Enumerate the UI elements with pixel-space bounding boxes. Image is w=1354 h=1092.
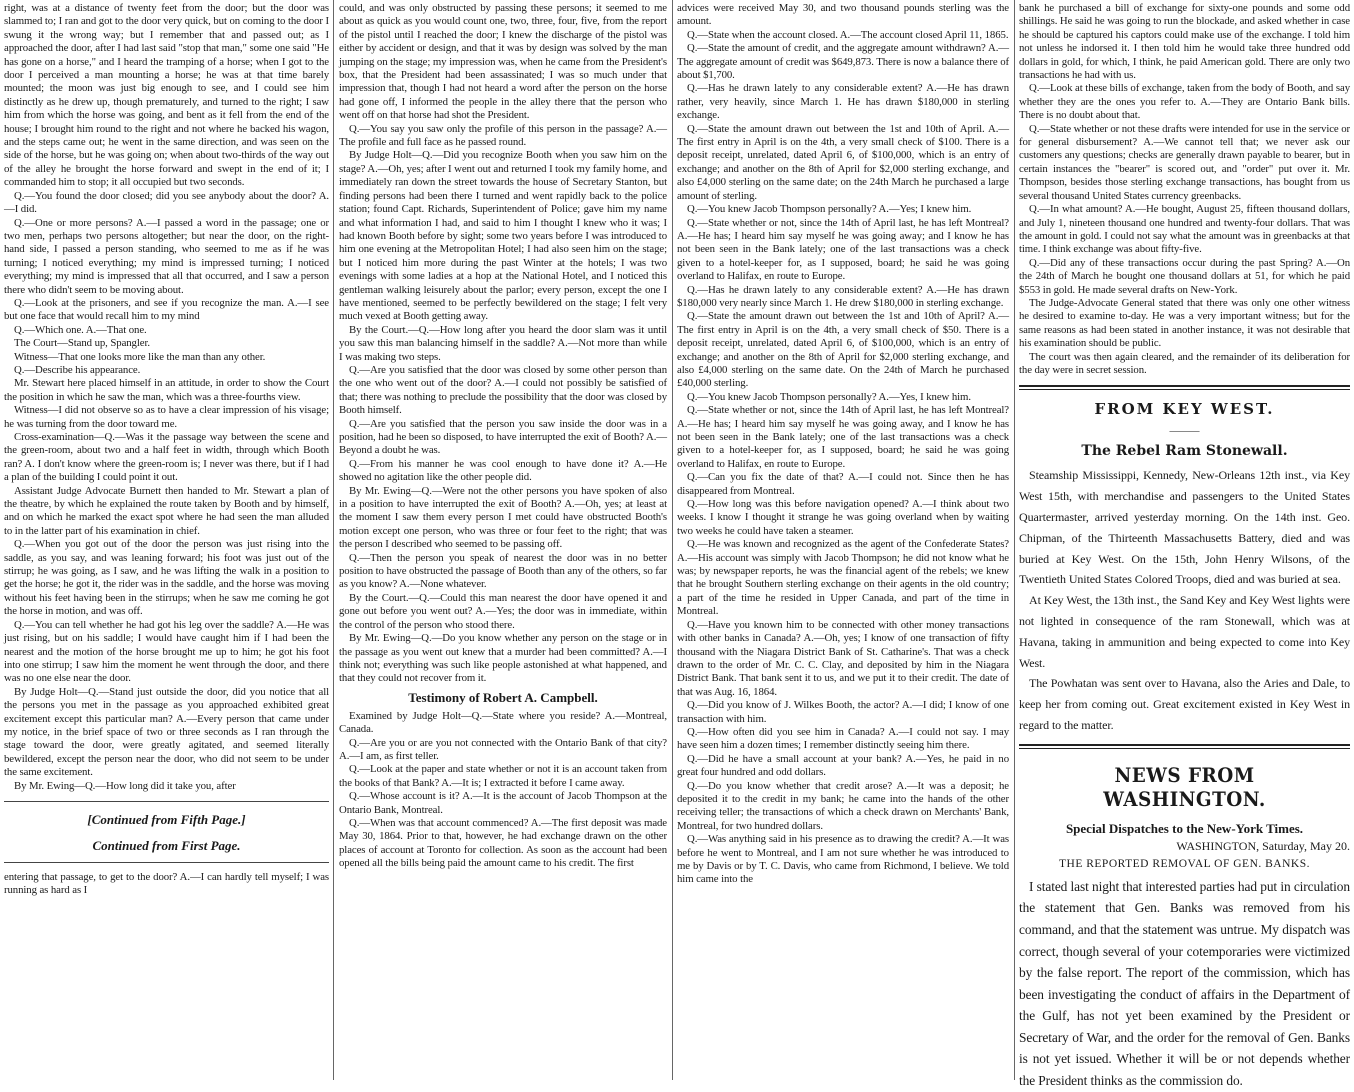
paragraph: Mr. Stewart here placed himself in an attitude, in order to show the Court the position in which he saw the man, which was a three-fourths view.: [4, 377, 329, 403]
paragraph: The court was then again cleared, and the remainder of its deliberation for the day were in secret session.: [1019, 350, 1350, 376]
column-4: [1015, 0, 1354, 1089]
paragraph: Q.—State whether or not, since the 14th of April last, he has left Montreal? A.—He has; I heard him say myself he was going away, and I know he has not been seen in the Bank lately; one of the last transactions was a check given to a hotel-keeper for, as I supposed, board; he said he was going overland to Halifax, en route to Europe.: [677, 404, 1009, 470]
paragraph: Q.—State the amount of credit, and the aggregate amount withdrawn? A.—The aggregate amount of credit was $649,873. There is now a balance there of about $1,700.: [677, 42, 1009, 82]
paragraph: Q.—Describe his appearance.: [14, 363, 141, 376]
column-3: [673, 0, 1013, 1080]
paragraph: Q.—From his manner he was cool enough to have done it? A.—He showed no agitation like the other people did.: [339, 457, 667, 484]
paragraph: Q.—Was anything said in his presence as to drawing the credit? A.—It was before he went to Montreal, and I am not sure whether he was introduced to me by Davis or by T. C. Davis, who came from Richmond, I believe. We told him came into the: [677, 833, 1009, 886]
paragraph: Witness—That one looks more like the man than any other.: [14, 350, 266, 363]
paragraph: Q.—Can you fix the date of that? A.—I could not. Since then he has disappeared from Montreal.: [677, 471, 1009, 497]
paragraph: entering that passage, to get to the door? A.—I can hardly tell myself; I was running as hard as I: [4, 870, 329, 897]
paragraph: Q.—Did any of these transactions occur during the past Spring? A.—On the 24th of March he bought one thousand dollars at 51, for which he paid $553 in gold. He made several drafts on New-York.: [1019, 256, 1350, 296]
paragraph: By Judge Holt—Q.—Stand just outside the door, did you notice that all the persons you met in the passage as you approached exhibited great excitement except this particular man? A.—Every person that came under my notice, in the brief space of two or three seconds as I ran through the stage toward the door, were greatly agitated, and seemed literally bewildered, except the person near the door, who did not seem to be under the same excitement.: [4, 685, 329, 779]
paragraph: Q.—When you got out of the door the person was just rising into the saddle, as you say, and was leaning forward; his foot was just out of the stirrup; he was going, as I saw, and he was lifting the walk in a position to get the horse; he got it, the rider was in the saddle, and the horse was moving without his feet having been in the stirrups; when he saw me coming he got the horse in motion, and was off.: [4, 538, 329, 618]
paragraph: Q.—How often did you see him in Canada? A.—I could not say. I may have seen him a dozen times; I remember distinctly seeing him there.: [677, 725, 1009, 752]
paragraph: Q.—How long was this before navigation opened? A.—I think about two weeks. I know I thought it strange he was going overland when by waiting two weeks he could have taken a steamer.: [677, 498, 1009, 537]
paragraph: Q.—When was that account commenced? A.—The first deposit was made May 30, 1864. Prior to that, however, he had exchange drawn on the other places of account at Toronto for collection. As soon as the account had been opened all the bills being paid the amount came to his credit. The first: [339, 816, 667, 870]
column-rule: [333, 0, 334, 1080]
key-west-headline: FROM KEY WEST.: [1094, 400, 1275, 419]
paragraph: Q.—You found the door closed; did you see anybody about the door? A.—I did.: [4, 189, 329, 216]
paragraph: Q.—State whether or not these drafts were intended for use in the service or for general disbursement? A.—We cannot tell that; we never ask our customers any questions; checks are generally drawn payable to bearer, but in certain instances the "bearer" is scored out, and "order" put over it. Mr. Thompson, besides those sterling exchange transactions, has bought from us several thousand United States currency greenbacks.: [1019, 122, 1350, 202]
paragraph: Q.—Has he drawn lately to any considerable extent? A.—He has drawn $180,000 very nearly since March 1. He drew $180,000 in sterling exchange.: [677, 283, 1009, 309]
paragraph: The Court—Stand up, Spangler.: [14, 337, 150, 350]
paragraph: bank he purchased a bill of exchange for sixty-one pounds and some odd shillings. He said he was going to run the blockade, and asked whether in case he should be captured his captors could make use of the exchange. I told him not unless he indorsed it. I then told him he would take three hundred odd dollars in gold, for which, I think, he paid American gold. There are only two transactions he had with us.: [1019, 2, 1350, 82]
paragraph: Q.—Do you know whether that credit arose? A.—It was a deposit; he deposited it to the credit in my bank; he came into the hands of the other receiving teller; the transactions of which a check drawn on Merchants' Bank, Montreal, for two hundred dollars.: [677, 779, 1009, 832]
paragraph: Q.—Then the person you speak of nearest the door was in no better position to have obstructed the passage of Booth than any of the others, so far as you know? A.—None whatever.: [339, 551, 667, 591]
paragraph: By Mr. Ewing—Q.—Do you know whether any person on the stage or in the passage as you went out knew that a murder had been committed? A.—I think not; everything was such like people astonished at what happened, and that they could not recover from it.: [339, 632, 667, 685]
headline-separator: ———: [1169, 426, 1200, 438]
paragraph: Examined by Judge Holt—Q.—State where you reside? A.—Montreal, Canada.: [339, 709, 667, 736]
paragraph: Q.—Look at these bills of exchange, taken from the body of Booth, and say whether they are the ones you refer to. A.—They are Ontario Bank bills. There is no doubt about that.: [1019, 82, 1350, 122]
paragraph: I stated last night that interested parties had put in circulation the statement that Gen. Banks was removed from his command, and that the statement was untrue. My dispatch was correct, though several of your cotemporaries were victimized by the false report. The report of the commission, which has been investigating the conduct of affairs in the Department of the Gulf, has not yet been examined by the President or Secretary of War, and the order for the removal of Gen. Banks is not yet issued. Whether it will be or not depends whether the President thinks as the commission do.: [1019, 878, 1350, 1089]
paragraph: Q.—In what amount? A.—He bought, August 25, fifteen thousand dollars, and July 1, nineteen thousand one hundred and twenty-four dollars. That was the amount in gold. I could not say what the amount was in greenbacks at that time. I think exchange was about fifty-five.: [1019, 203, 1350, 256]
paragraph: advices were received May 30, and two thousand pounds sterling was the amount.: [677, 2, 1009, 28]
column-2: [335, 0, 671, 1080]
paragraph: By the Court.—Q.—How long after you heard the door slam was it until you saw this man balancing himself in the saddle? A.—Not more than while I was making two steps.: [339, 323, 667, 363]
paragraph: Q.—You say you saw only the profile of this person in the passage? A.—The profile and full face as he passed round.: [339, 122, 667, 149]
paragraph: At Key West, the 13th inst., the Sand Key and Key West lights were not lighted in consequence of the ram Stonewall, which was at Havana, taking in ammunition and being expected to come into Key West.: [1019, 593, 1350, 670]
paragraph: By the Court.—Q.—Could this man nearest the door have opened it and gone out before you went out? A.—Yes; the door was in immediate, within the control of the person who stood there.: [339, 591, 667, 631]
paragraph: By Judge Holt—Q.—Did you recognize Booth when you saw him on the stage? A.—Oh, yes; after I went out and returned I took my family home, and immediately ran down the street towards the house of Secretary Stanton, but finding persons had been there I turned and went rapidly back to the police station; found Capt. Richards, Superintendent of Police; gave him my name and what information I had, and said to him I thought I knew who it was; I had known Booth before by sight; some two years before I was introduced to him one evening at the Metropolitan Hotel; I had also seen him on the stage; but I noticed him more during the past Winter at the hotels; I was two evenings with some ladies at a hop at the National Hotel, and I noticed this gentleman walking leisurely about the parlor; every person, except the one I have mentioned, seemed to be perfectly bewildered on the stage; I felt very much vexed at Booth getting away.: [339, 149, 668, 323]
paragraph: By Mr. Ewing—Q.—Were not the other persons you have spoken of also in a position to have interrupted the exit of Booth? A.—Oh, yes; at least at the moment I saw them every person I met could have obstructed Booth's motion except one person, who was three or four feet to the right; that was the person I described who seemed to be passing off.: [339, 484, 667, 551]
paragraph: The Judge-Advocate General stated that there was only one other witness he desired to examine to-day. He was a very important witness; but for the same reasons as had been stated in another instance, it was not desirable that his examination should be public.: [1019, 296, 1350, 350]
paragraph: Q.—State the amount drawn out between the 1st and 10th of April? A.—The first entry in April is on the 4th, a very small check of $50. There is a deposit receipt, unrelated, dated April 6, of $100,000, which is an entry of exchange; and another on the 8th of April for $2,000 sterling exchange, and also £4,000 sterling on the same date. On the 24th of March he purchased £40,000 sterling.: [677, 310, 1009, 390]
divider: [4, 801, 329, 802]
paragraph: Q.—Did you know of J. Wilkes Booth, the actor? A.—I did; I know of one transaction with him.: [677, 699, 1009, 725]
washington-headline: NEWS FROM WASHINGTON.: [1103, 762, 1266, 811]
story-subheading: THE REPORTED REMOVAL OF GEN. BANKS.: [1059, 857, 1310, 870]
paragraph: Q.—Are you or are you not connected with the Ontario Bank of that city? A.—I am, as first teller.: [339, 736, 667, 762]
continued-from-fifth-page: [Continued from Fifth Page.]: [87, 811, 246, 827]
special-dispatches-line: Special Dispatches to the New-York Times.: [1065, 820, 1304, 836]
divider: [4, 862, 329, 863]
paragraph: Steamship Mississippi, Kennedy, New-Orleans 12th inst., via Key West 15th, with merchandise and passengers to the United States Quartermaster, arrived yesterday morning. On the 14th inst. Geo. Chipman, of the Thirteenth Massachusetts Battery, died and was buried at Key West. On the 15th, John Henry Wilsons, of the Twentieth United States Colored Troops, died and was buried at sea.: [1019, 468, 1350, 587]
continued-from-first-page: Continued from First Page.: [92, 837, 241, 853]
paragraph: Q.—You knew Jacob Thompson personally? A.—Yes; I knew him.: [687, 203, 972, 216]
paragraph: right, was at a distance of twenty feet from the door; but the door was slammed to; I ran and got to the door very quick, but on coming to the door I swung it the wrong way; but I remember that and passed out; as I approached the door, after I had last said "stop that man," some one said "He has gone on a horse," and I heard the tramping of a horse; when I got to the door I perceived a man mounting a horse; he was at that time barely mounted; the moon was just big enough to see, and I could see him distinctly as he drew up, though prematurely, and turned to the right; I saw him from which the horse was going, and bent as it fell from the end of the house; I brought him round to the right and not where he backed his wagon, and the steps came out; he went in the same direction, and was seen on the side of the horse, but he was going on; when about two-thirds of the way out of the alley he brought the horse forward and swept in the end of it; I commanded him to stop; it all occupied but two seconds.: [4, 2, 329, 189]
paragraph: Q.—Whose account is it? A.—It is the account of Jacob Thompson at the Ontario Bank, Montreal.: [339, 790, 667, 816]
paragraph: Q.—State the amount drawn out between the 1st and 10th of April. A.—The first entry in April is on the 4th, a very small check of $100. There is a deposit receipt, unrelated, dated April 6, of $100,000, which is an entry of exchange; and another on the 8th of April for $2,000 sterling exchange, and also £4,000 sterling on the same date; on the 24th March he purchased a large amount of sterling.: [677, 122, 1009, 202]
paragraph: Q.—State when the account closed. A.—The account closed April 11, 1865.: [687, 28, 1009, 41]
testimony-heading: Testimony of Robert A. Campbell.: [408, 689, 598, 705]
paragraph: Q.—Look at the prisoners, and see if you recognize the man. A.—I see but one face that would recall him to my mind: [4, 296, 329, 323]
paragraph: Cross-examination—Q.—Was it the passage way between the scene and the green-room, about two and a half feet in width, through which Booth ran? A. I don't know where the green-room is; I never was there, but if I had a plan of the building I could point it out.: [4, 431, 329, 484]
paragraph: Q.—State whether or not, since the 14th of April last, he has left Montreal? A.—He has; I heard him say myself he was going away; and I know he has not been seen in the Bank lately; one of the last transactions was a check given to a hotel-keeper for, as I supposed, board; he said he was going overland to Halifax, en route to Europe.: [677, 216, 1009, 283]
paragraph: Q.—You can tell whether he had got his leg over the saddle? A.—He was just rising, but on his saddle; I would have caught him if I had been the nearest and the motion of the horse brought me up to him; he got his foot into one stirrup; I saw him the moment he went through the door, and there was no one else near the door.: [4, 618, 329, 685]
paragraph: Q.—He was known and recognized as the agent of the Confederate States? A.—His account was simply with Jacob Thompson; he did not know what he was; by newspaper reports, he was the financial agent of the rebels; we knew that he brought Southern sterling exchange on their agents in the old country; a part of the time he resided in Upper Canada, and part of the time in Montreal.: [677, 538, 1009, 618]
paragraph: Q.—Did he have a small account at your bank? A.—Yes, he paid in no great four hundred and odd dollars.: [677, 752, 1009, 779]
section-divider: [1019, 744, 1350, 749]
paragraph: By Mr. Ewing—Q.—How long did it take you, after: [14, 779, 236, 792]
paragraph: Q.—Are you satisfied that the person you saw inside the door was in a position, had he been so disposed, to have interrupted the exit of Booth? A.—Beyond a doubt he was.: [339, 417, 667, 457]
paragraph: Assistant Judge Advocate Burnett then handed to Mr. Stewart a plan of the theatre, by which he explained the route taken by Booth and by himself, and on which he marked the exact spot where he had seen the man alluded to in the latter part of his examination in chief.: [4, 484, 329, 537]
paragraph: Q.—Have you known him to be connected with other money transactions with other banks in Canada? A.—Oh, yes; I know of one transaction of fifty thousand with the Niagara District Bank of St. Catharine's. That was a check drawn to the order of Mr. C. C. Clay, and deposited by him in the Niagara District Bank. That bank sent it to us, and we put it to their credit. The date of that was Aug. 16, 1864.: [677, 618, 1009, 698]
paragraph: Q.—Which one. A.—That one.: [14, 323, 147, 336]
paragraph: Q.—Are you satisfied that the door was closed by some other person than the one who went out of the door? A.—I could not possibly be satisfied of that; there was nothing to preclude the possibility that the door was closed by Booth himself.: [339, 363, 667, 417]
section-divider: [1019, 385, 1350, 390]
column-1: [0, 0, 333, 1080]
paragraph: Q.—Has he drawn lately to any considerable extent? A.—He has drawn rather, very heavily, since March 1. He has drawn $180,000 in sterling exchange.: [677, 82, 1009, 122]
paragraph: Witness—I did not observe so as to have a clear impression of his visage; he was turning from the door toward me.: [4, 404, 329, 430]
dateline: WASHINGTON, Saturday, May 20.: [1176, 838, 1350, 853]
paragraph: could, and was only obstructed by passing these persons; it seemed to me about as quick as you would count one, two, three, four, five, from the report of the pistol until I reached the door; I knew the discharge of the pistol was either by accident or design, and that it was by design was solved by the man jumping on the stage; my impression was, when he came from the President's box, that the President had been assassinated; I was so much under that impression that, though I had not heard a word after the person on the horse had gone off, I informed the people in the alley there that the person who went off on that horse had shot the President.: [339, 2, 667, 122]
key-west-subheadline: The Rebel Ram Stonewall.: [1081, 443, 1288, 460]
paragraph: Q.—Look at the paper and state whether or not it is an account taken from the books of that Bank? A.—It is; I extracted it before I came away.: [339, 763, 667, 789]
paragraph: Q.—One or more persons? A.—I passed a word in the passage; one or two men, perhaps two persons altogether; but near the door, on the right-hand side, I passed a person standing, who seemed to me as if he was turning; I noticed everything; my mind is impressed turning; I noticed everything; my mind is impressed that all that occurred, and I saw a person there who didn't seem to be moving about.: [4, 216, 329, 296]
paragraph: The Powhatan was sent over to Havana, also the Aries and Dale, to keep her from coming out. Great excitement existed in Key West in regard to the matter.: [1019, 676, 1350, 732]
paragraph: Q.—You knew Jacob Thompson personally? A.—Yes, I knew him.: [687, 390, 971, 403]
